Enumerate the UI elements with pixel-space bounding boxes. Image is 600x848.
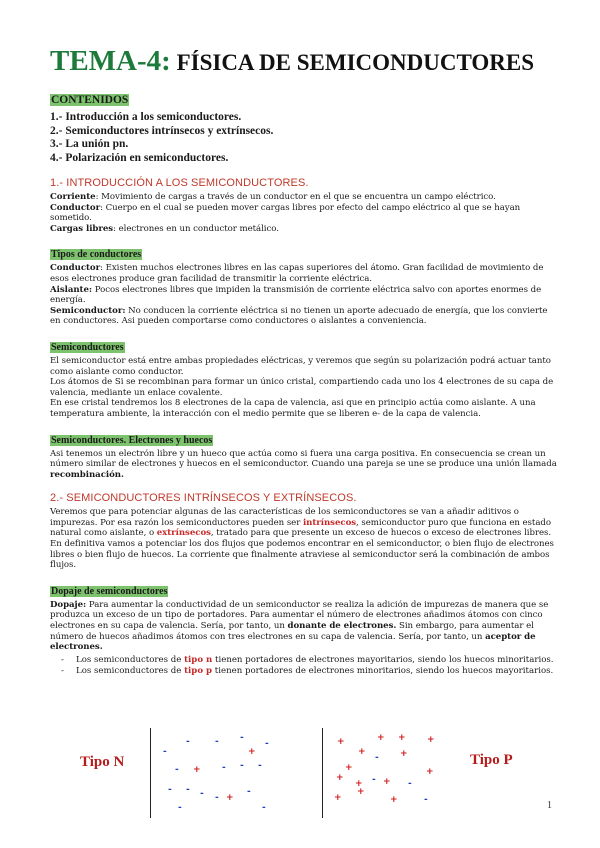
electron-mark: - xyxy=(265,739,269,749)
page-title xyxy=(50,44,560,80)
electron-mark: - xyxy=(215,737,219,747)
paragraph-text: , semiconductor puro que funciona en estado natural como aislante, o xyxy=(50,517,551,539)
electron-mark: - xyxy=(215,793,219,803)
hole-mark: + xyxy=(358,747,366,757)
definition xyxy=(50,224,560,235)
definition xyxy=(50,203,560,224)
section-2-heading: 2.- SEMICONDUCTORES INTRÍNSECOS Y EXTRÍNSECOS. xyxy=(50,492,357,505)
paragraph-text: Para aumentar la conductividad de un semiconductor se realiza la adición de impurezas de manera que se produzca un exceso de un tipo de portadores. Para aumentar el número de electrones añadimos átomos con cinco electrones en su capa de valencia. Sería, por tanto, un xyxy=(50,599,549,632)
electron-mark: - xyxy=(186,737,190,747)
hole-mark: + xyxy=(390,795,398,805)
acceptor-ion-mark: - xyxy=(408,779,412,789)
acceptor-ion-mark: - xyxy=(372,775,376,785)
hole-mark: + xyxy=(355,779,363,789)
acceptor-ion-mark: - xyxy=(375,753,379,763)
subheading-tipos xyxy=(50,242,560,261)
doping-figure xyxy=(0,724,600,824)
subheading-label: Semiconductores. Electrones y huecos xyxy=(51,434,213,446)
paragraph xyxy=(50,600,560,653)
hole-mark: + xyxy=(334,793,342,803)
electron-mark: - xyxy=(175,765,179,775)
section-1-heading: 1.- INTRODUCCIÓN A LOS SEMICONDUCTORES. xyxy=(50,177,309,189)
paragraph-text: Asi tenemos un electrón libre y un hueco que actúa como si fuera una carga positiva. En consecuencia se crean un número similar de electrones y huecos en el semiconductor. Cuando una pareja se une se produce una unión llamada xyxy=(50,448,557,470)
definition-text: : Cuerpo en el cual se pueden mover cargas libres por efecto del campo eléctrico al que se hayan sometido. xyxy=(50,202,521,224)
electron-mark: - xyxy=(262,803,266,813)
conductor-type xyxy=(50,263,560,284)
bold-term: Dopaje: xyxy=(50,599,87,610)
paragraph xyxy=(50,507,560,539)
electron-mark: - xyxy=(240,761,244,771)
subheading-label: Tipos de conductores xyxy=(51,249,142,261)
title-rest: FÍSICA DE SEMICONDUCTORES xyxy=(170,50,535,75)
document-page xyxy=(50,44,560,678)
title-prefix: TEMA-4: xyxy=(50,45,171,77)
donor-ion-mark: + xyxy=(248,747,256,757)
electron-mark: - xyxy=(186,785,190,795)
paragraph: Los átomos de Si se recombinan para formar un único cristal, compartiendo cada uno los 4 electrones de su capa de valencia, mediante un enlace covalente. xyxy=(50,377,554,398)
electron-mark: - xyxy=(247,787,251,797)
donor-ion-mark: + xyxy=(193,765,201,775)
paragraph: En definitiva vamos a potenciar los dos flujos que podemos encontrar en el semiconductor, o bien flujo de electrones libres o bien flujo de huecos. La corriente que finalmente atraviese al semiconductor será la combinación de ambos flujos. xyxy=(50,539,554,571)
type-text: Pocos electrones libres que impiden la transmisión de corriente eléctrica salvo con aportes enormes de energía. xyxy=(50,284,542,306)
list-item xyxy=(76,666,560,677)
paragraph-text: Veremos que para potenciar algunas de las características de los semiconductores se van a añadir aditivos o impurezas. Por esa razón los semiconductores pueden ser xyxy=(50,507,519,528)
doping-list xyxy=(50,655,560,677)
hole-mark: + xyxy=(383,777,391,787)
definition xyxy=(50,192,560,203)
bold-term: aceptor de electrones. xyxy=(50,631,536,653)
type-term: Conductor xyxy=(50,263,101,274)
tipo-p-label: Tipo P xyxy=(470,752,513,768)
highlight-term: intrínsecos xyxy=(302,517,357,528)
paragraph-text: Sin embargo, para aumentar el número de huecos añadimos átomos con tres electrones en su capa de valencia. Sería, por tanto, un xyxy=(50,621,534,642)
subheading-label: Semiconductores xyxy=(51,341,124,353)
tipo-n-boundary-left xyxy=(150,728,151,818)
contents-section xyxy=(50,88,560,165)
paragraph xyxy=(50,449,560,481)
hole-mark: + xyxy=(336,773,344,783)
subheading-label: Dopaje de semiconductores xyxy=(51,585,168,597)
hole-mark: + xyxy=(345,763,353,773)
highlight-term: tipo p xyxy=(184,666,213,677)
list-text: Los semiconductores de xyxy=(76,666,185,677)
electron-mark: - xyxy=(258,761,262,771)
paragraph: En ese cristal tendremos los 8 electrones de la capa de valencia, asi que en principio actúa como aislante. A una temperatura ambiente, la interacción con el medio permite que se liberen e- de la capa de valencia. xyxy=(50,398,536,419)
list-item xyxy=(76,655,560,666)
hole-mark: + xyxy=(377,733,385,743)
page-number: 1 xyxy=(547,800,552,811)
tipo-p-boundary-left xyxy=(322,728,323,818)
electron-mark: - xyxy=(168,785,172,795)
hole-mark: + xyxy=(357,787,365,797)
definition-text: : electrones en un conductor metálico. xyxy=(113,223,279,234)
highlight-term: tipo n xyxy=(184,654,213,665)
electron-mark: - xyxy=(222,763,226,773)
list-text: Los semiconductores de xyxy=(76,654,185,665)
conductor-type xyxy=(50,285,560,306)
paragraph: El semiconductor está entre ambas propiedades eléctricas, y veremos que según su polarización podrá actuar tanto como aislante como conductor. xyxy=(50,355,551,377)
hole-mark: + xyxy=(426,767,434,777)
contents-item: 1.- Introducción a los semiconductores. xyxy=(50,111,242,123)
electron-mark: - xyxy=(240,733,244,743)
paragraph-text: , tratado para que presente un exceso de huecos o exceso de electrones libres. xyxy=(210,528,552,539)
type-text: : Existen muchos electrones libres en las capas superiores del átomo. Gran facilidad de movimiento de esos electrones produce gran facilidad de transmitir la corriente eléctrica. xyxy=(50,263,544,284)
tipo-n-label: Tipo N xyxy=(80,754,125,770)
bold-term: donante de electrones. xyxy=(287,621,397,632)
electron-mark: - xyxy=(178,803,182,813)
type-term: Semiconductor: xyxy=(50,305,126,316)
contents-item: 3.- La unión pn. xyxy=(50,138,129,150)
contents-item: 4.- Polarización en semiconductores. xyxy=(50,151,229,164)
acceptor-ion-mark: - xyxy=(424,795,428,805)
conductor-type xyxy=(50,306,560,327)
electron-mark: - xyxy=(163,747,167,757)
definition-term: Conductor xyxy=(50,202,101,213)
contents-list xyxy=(50,111,560,165)
subheading-dopaje xyxy=(50,579,560,598)
definition-text: : Movimiento de cargas a través de un conductor en el que se encuentra un campo eléctrico. xyxy=(95,192,496,202)
contents-heading: CONTENIDOS xyxy=(51,94,129,106)
definition-term: Cargas libres xyxy=(50,223,114,234)
hole-mark: + xyxy=(337,737,345,747)
subheading-electrones-huecos xyxy=(50,428,560,447)
type-term: Aislante: xyxy=(50,284,93,295)
bold-term: recombinación. xyxy=(50,469,124,480)
hole-mark: + xyxy=(398,733,406,743)
list-text: tienen portadores de electrones minoritarios, siendo los huecos mayoritarios. xyxy=(212,666,554,677)
contents-item: 2.- Semiconductores intrínsecos y extrínsecos. xyxy=(50,124,274,137)
definition-term: Corriente xyxy=(50,192,96,202)
type-text: No conducen la corriente eléctrica si no tienen un aporte adecuado de energía, que los convierte en conductores. Asi pueden comportarse como conductores o aislantes a conveniencia. xyxy=(50,305,548,327)
donor-ion-mark: + xyxy=(226,793,234,803)
highlight-term: extrínsecos xyxy=(156,528,211,539)
electron-mark: - xyxy=(200,789,204,799)
hole-mark: + xyxy=(427,735,435,745)
hole-mark: + xyxy=(400,749,408,759)
list-text: tienen portadores de electrones mayoritarios, siendo los huecos minoritarios. xyxy=(212,654,554,665)
subheading-semiconductores xyxy=(50,335,560,354)
